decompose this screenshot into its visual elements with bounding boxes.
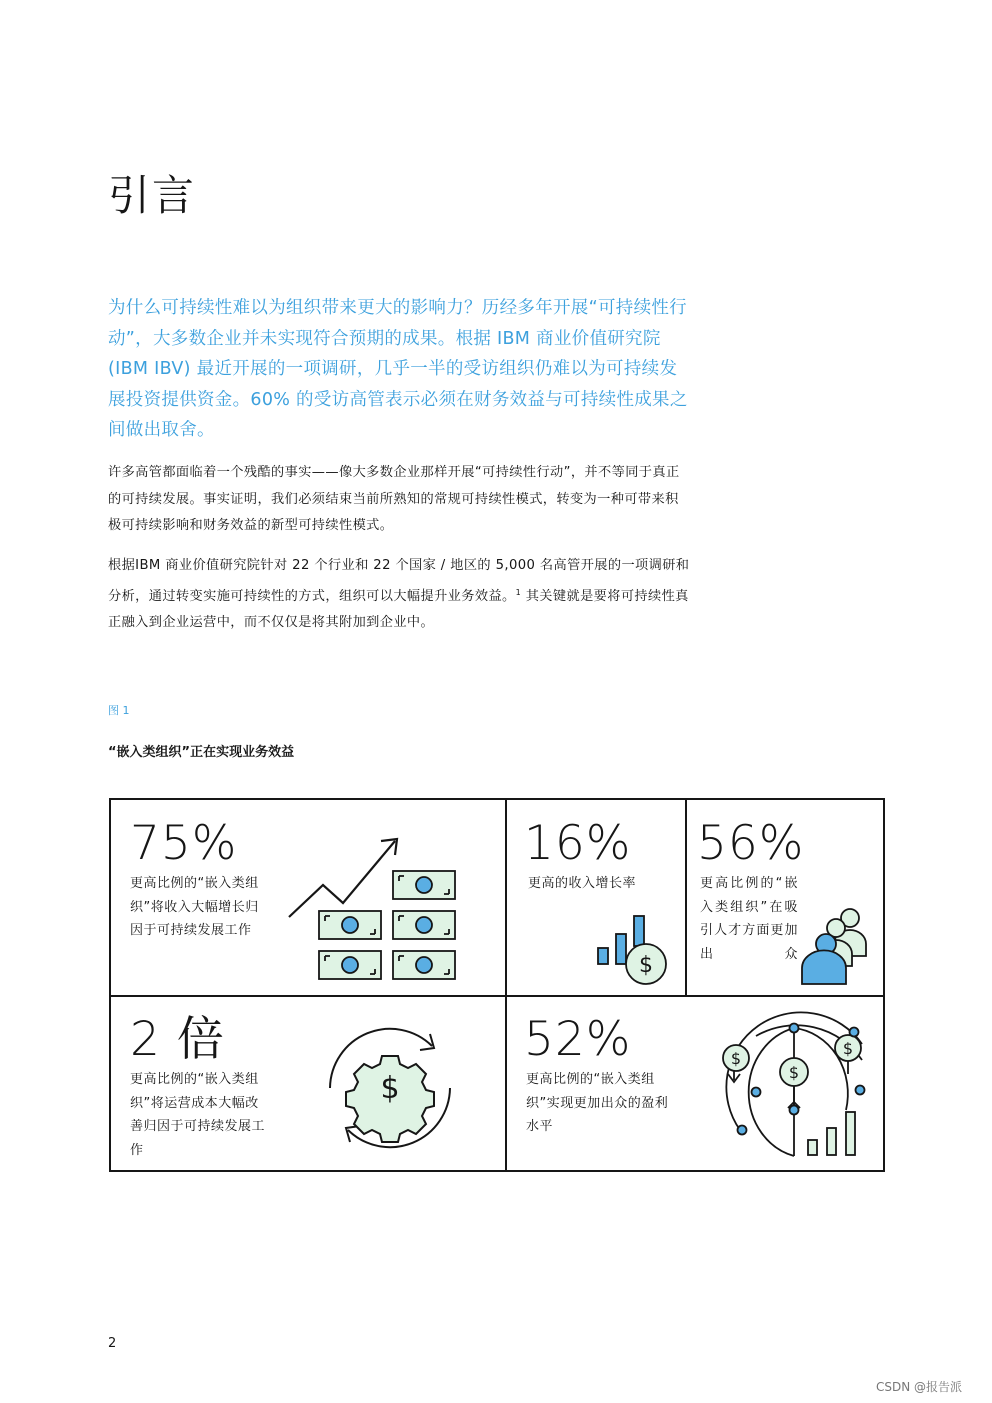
gear-dollar-cycle-icon xyxy=(320,1018,460,1158)
stat-value: 56% xyxy=(697,816,805,871)
body-paragraph-2-text: 根据IBM 商业价值研究院针对 22 个行业和 22 个国家 / 地区的 5,000 名高管开展的一项调研和分析，通过转变实施可持续性的方式，组织可以大幅提升业务效益。 xyxy=(108,558,690,604)
watermark: CSDN @报告派 xyxy=(876,1380,963,1394)
page-number: 2 xyxy=(108,1336,117,1351)
page-title: 引言 xyxy=(108,171,197,220)
svg-text:$: $ xyxy=(380,1071,400,1106)
grid-divider-vertical xyxy=(505,798,507,1172)
stat-value: 2 倍 xyxy=(130,1012,225,1067)
stat-description: 更高比例的“嵌入类组织”将运营成本大幅改善归因于可持续发展工作 xyxy=(130,1072,266,1158)
lead-paragraph: 为什么可持续性难以为组织带来更大的影响力？历经多年开展“可持续性行动”，大多数企业并未实现符合预期的成果。根据 IBM 商业价值研究院 (IBM IBV) 最近开展的一项调研，几乎一半的受访组织仍难以为可持续发展投资提供资金。60% 的受访高管表示必须在财务效益与可持续性成果之间做出取舍。 xyxy=(108,298,688,440)
grid-border-right xyxy=(883,798,885,1172)
grid-border-top xyxy=(109,798,885,800)
stat-value: 16% xyxy=(524,816,632,871)
footnote-ref[interactable]: 1 xyxy=(515,587,522,597)
revenue-bars-dollar-icon xyxy=(594,912,674,987)
grid-border-left xyxy=(109,798,111,1172)
svg-text:$: $ xyxy=(730,1049,742,1068)
grid-border-bottom xyxy=(109,1170,885,1172)
grid-divider-horizontal xyxy=(109,995,885,997)
body-paragraph-1: 许多高管都面临着一个残酷的事实——像大多数企业那样开展“可持续性行动”，并不等同于真正的可持续发展。事实证明，我们必须结束当前所熟知的常规可持续性模式，转变为一种可带来积极可持续影响和财务效益的新型可持续性模式。 xyxy=(108,465,680,533)
people-group-icon xyxy=(798,904,870,986)
grid-divider-vertical-2 xyxy=(685,798,687,996)
stat-description: 更高比例的“嵌入类组织”将收入大幅增长归因于可持续发展工作 xyxy=(130,876,259,938)
stat-description: 更高的收入增长率 xyxy=(528,876,637,891)
figure-label: 图 1 xyxy=(108,704,130,717)
svg-text:$: $ xyxy=(842,1039,854,1058)
body-paragraph-2 xyxy=(108,553,690,637)
body-paragraph-2-text-cont: 其关键就是要将可持续性真正融入到企业运营中，而不仅仅是将其附加到企业中。 xyxy=(108,588,689,630)
stat-description: 更高比例的“嵌入类组织”在吸引人才方面更加出众 xyxy=(700,876,798,962)
stat-value: 52% xyxy=(524,1012,632,1067)
stat-value: 75% xyxy=(130,816,238,871)
stat-description: 更高比例的“嵌入类组织”实现更加出众的盈利水平 xyxy=(526,1072,669,1134)
svg-text:$: $ xyxy=(639,953,653,978)
globe-dollar-network-icon xyxy=(716,1020,872,1160)
svg-text:$: $ xyxy=(788,1063,800,1082)
money-growth-icon xyxy=(285,835,465,985)
figure-title: “嵌入类组织”正在实现业务效益 xyxy=(108,745,295,760)
